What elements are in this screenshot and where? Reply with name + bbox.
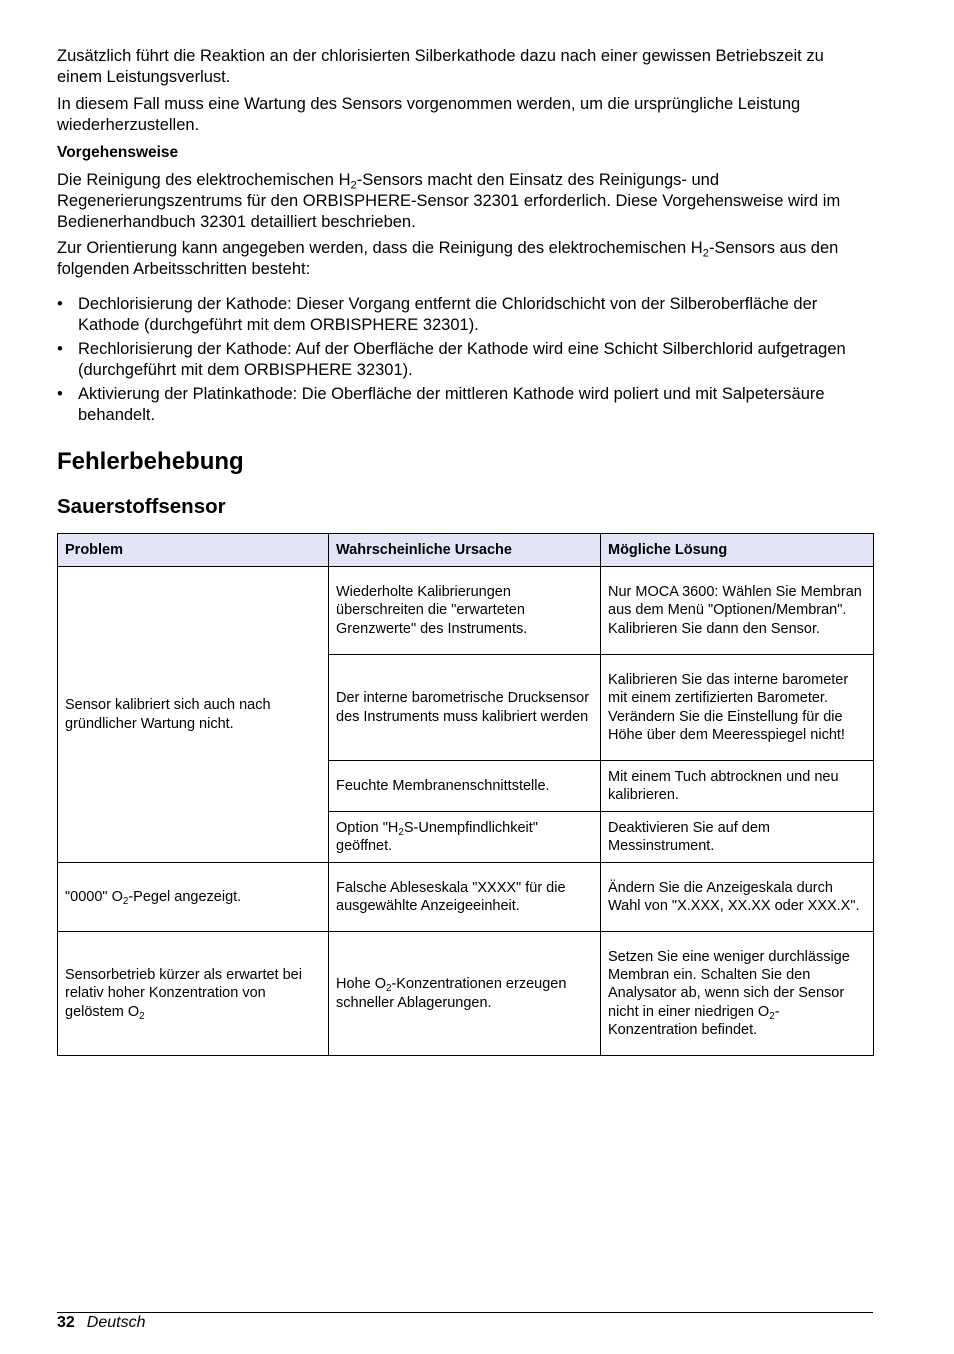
cause-cell <box>329 812 601 863</box>
subscript: 2 <box>398 826 404 838</box>
bullet-icon: • <box>57 385 63 403</box>
text-run: Hohe O <box>336 976 386 993</box>
table-row <box>58 567 874 655</box>
subsection-title: Sauerstoffsensor <box>57 495 226 518</box>
problem-cell <box>58 932 329 1056</box>
procedure-paragraph-2 <box>57 238 873 280</box>
bullet-icon: • <box>57 295 63 313</box>
text-run: -Sensors macht den Einsatz des Reinigungs- und Regenerierungszentrums für den ORBISPHERE-Sensor 32301 erforderlich. Diese Vorgehensweise wird im Bedienerhandbuch 32301 detailliert beschrieben. <box>57 171 841 231</box>
subscript: 2 <box>702 247 709 260</box>
subscript: 2 <box>385 983 392 995</box>
text-run: Option "H <box>336 819 399 836</box>
list-item <box>57 339 873 381</box>
cause-cell: Der interne barometrische Drucksensor des Instruments muss kalibriert werden <box>329 655 601 761</box>
solution-cell: Mit einem Tuch abtrocknen und neu kalibrieren. <box>601 761 874 812</box>
bullet-icon: • <box>57 340 63 358</box>
text-run: Setzen Sie eine weniger durchlässige Membran ein. Schalten Sie den Analysator ab, wenn sich der Sensor nicht in einer niedrigen O <box>608 948 850 1020</box>
footer-divider <box>57 1312 873 1313</box>
solution-cell: Kalibrieren Sie das interne barometer mit einem zertifizierten Barometer. Verändern Sie die Einstellung für die Höhe über dem Meeresspiegel nicht! <box>601 655 874 761</box>
cause-cell: Feuchte Membranenschnittstelle. <box>329 761 601 812</box>
table-row <box>58 863 874 932</box>
intro-paragraph-1: Zusätzlich führt die Reaktion an der chlorisierten Silberkathode dazu nach einer gewissen Betriebszeit zu einem Leistungsverlust. <box>57 47 824 86</box>
cause-cell: Wiederholte Kalibrierungen überschreiten die "erwarteten Grenzwerte" des Instruments. <box>329 567 601 655</box>
text-run: -Konzentrationen erzeugen schneller Ablagerungen. <box>336 976 567 1011</box>
footer-language: Deutsch <box>86 1314 146 1331</box>
troubleshooting-table <box>57 533 874 1056</box>
text-run: Zur Orientierung kann angegeben werden, dass die Reinigung des elektrochemischen H <box>57 239 703 257</box>
solution-cell: Deaktivieren Sie auf dem Messinstrument. <box>601 812 874 863</box>
list-item-text: Dechlorisierung der Kathode: Dieser Vorgang entfernt die Chloridschicht von der Silberoberfläche der Kathode (durchgeführt mit dem ORBISPHERE 32301). <box>78 295 818 334</box>
text-run: -Pegel angezeigt. <box>128 888 242 905</box>
procedure-heading: Vorgehensweise <box>57 144 179 161</box>
procedure-paragraph-1 <box>57 170 873 233</box>
text-run: Die Reinigung des elektrochemischen H <box>57 171 351 189</box>
text-run: -Konzentration befindet. <box>608 1003 780 1038</box>
text-run: -Sensors aus den folgenden Arbeitsschritten besteht: <box>57 239 839 278</box>
header-cause: Wahrscheinliche Ursache <box>329 534 601 567</box>
header-solution: Mögliche Lösung <box>601 534 874 567</box>
solution-cell: Ändern Sie die Anzeigeskala durch Wahl von "X.XXX, XX.XX oder XXX.X". <box>601 863 874 932</box>
intro-paragraph-2: In diesem Fall muss eine Wartung des Sensors vorgenommen werden, um die ursprüngliche Leistung wiederherzustellen. <box>57 95 801 134</box>
subscript: 2 <box>122 895 129 907</box>
list-item-text: Rechlorisierung der Kathode: Auf der Oberfläche der Kathode wird eine Schicht Silberchlorid aufgetragen (durchgeführt mit dem ORBISPHERE 32301). <box>78 340 846 379</box>
procedure-steps-list <box>57 294 873 429</box>
subscript: 2 <box>350 179 357 192</box>
header-problem: Problem <box>58 534 329 567</box>
table-header-row <box>58 534 874 567</box>
page-footer <box>57 1313 146 1333</box>
cause-cell <box>329 932 601 1056</box>
text-run: "0000" O <box>65 888 123 905</box>
subscript: 2 <box>769 1010 775 1022</box>
list-item-text: Aktivierung der Platinkathode: Die Oberfläche der mittleren Kathode wird poliert und mit Salpetersäure behandelt. <box>78 385 825 424</box>
list-item <box>57 384 873 426</box>
table-row <box>58 932 874 1056</box>
subscript: 2 <box>139 1010 145 1022</box>
solution-cell <box>601 932 874 1056</box>
text-run: Sensorbetrieb kürzer als erwartet bei relativ hoher Konzentration von gelöstem O <box>65 967 302 1020</box>
problem-cell: Sensor kalibriert sich auch nach gründlicher Wartung nicht. <box>58 567 329 863</box>
section-title: Fehlerbehebung <box>57 448 244 475</box>
page-number: 32 <box>57 1314 75 1331</box>
cause-cell: Falsche Ableseskala "XXXX" für die ausgewählte Anzeigeeinheit. <box>329 863 601 932</box>
solution-cell: Nur MOCA 3600: Wählen Sie Membran aus dem Menü "Optionen/Membran". Kalibrieren Sie dann den Sensor. <box>601 567 874 655</box>
text-run: S-Unempfindlichkeit" geöffnet. <box>336 819 538 854</box>
problem-cell <box>58 863 329 932</box>
list-item <box>57 294 873 336</box>
